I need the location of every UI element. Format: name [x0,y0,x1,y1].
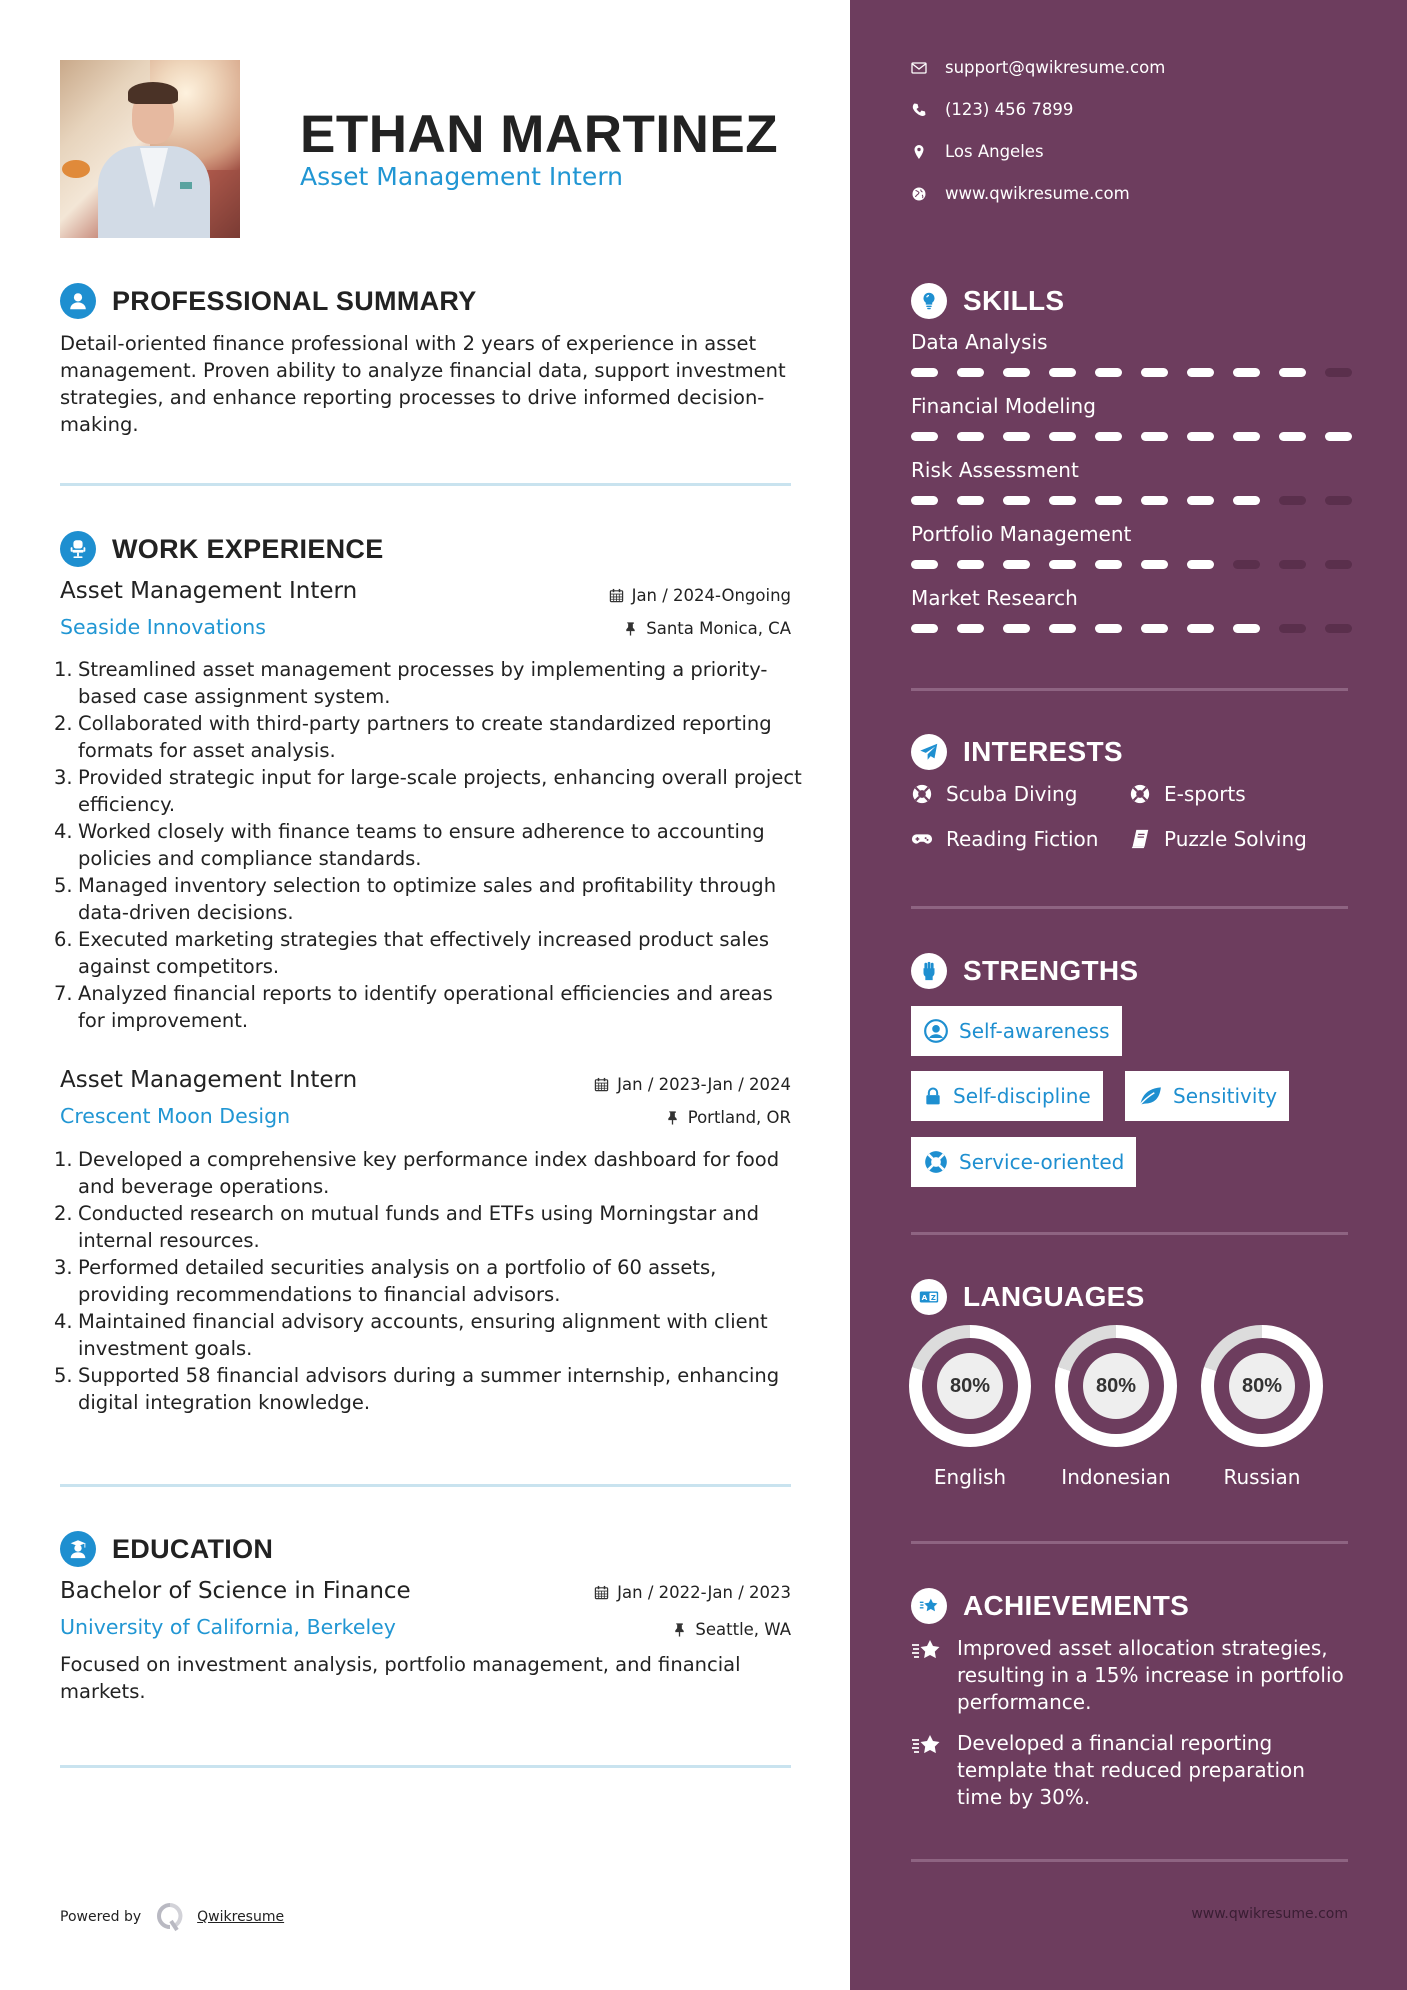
job-location-text: Santa Monica, CA [646,619,791,638]
star-badge-icon [911,1588,947,1624]
language-progress-ring [1201,1325,1323,1447]
pushpin-icon [623,621,638,636]
contact-website[interactable] [910,184,1130,203]
candidate-title: Asset Management Intern [300,162,623,191]
skill-level-segment [1049,560,1076,569]
skill-level-segment [1233,368,1260,377]
education-dates-text: Jan / 2022-Jan / 2023 [617,1583,791,1602]
powered-by-label: Powered by [60,1909,142,1925]
phone-text: (123) 456 7899 [945,100,1074,119]
skill-level-segment [1325,368,1352,377]
graduate-icon [60,1531,96,1567]
contact-email[interactable] [910,58,1165,77]
job-title: Asset Management Intern [60,578,358,604]
section-divider [60,1765,791,1768]
job-dates-text: Jan / 2023-Jan / 2024 [617,1075,791,1094]
candidate-name: ETHAN MARTINEZ [300,105,779,164]
skill-level-segment [1279,560,1306,569]
qwikresume-link[interactable]: Qwikresume [197,1909,285,1925]
skill-level-bar [911,368,1352,377]
phone-icon [910,101,928,119]
bullet-item: 1. Streamlined asset management processes by implementing a priority-based case assignment system. [54,658,768,708]
calendar-icon [609,588,624,603]
skill-label: Risk Assessment [911,458,1079,482]
shooting-star-icon [911,1637,943,1665]
skill-label: Market Research [911,586,1078,610]
website-text: www.qwikresume.com [945,184,1130,203]
skill-level-segment [1141,624,1168,633]
section-title: INTERESTS [963,736,1123,767]
lifebuoy-icon [910,783,934,805]
skill-level-segment [1049,368,1076,377]
calendar-icon [594,1077,609,1092]
section-header-skills [911,283,1064,319]
language-progress-ring [909,1325,1031,1447]
interest-item [910,782,1077,806]
interest-item [910,827,1098,851]
skill-level-segment [1325,432,1352,441]
skill-level-segment [1003,432,1030,441]
job-title: Asset Management Intern [60,1067,358,1093]
skill-level-segment [1233,432,1260,441]
skill-level-segment [911,368,938,377]
skill-level-segment [1141,496,1168,505]
section-divider [60,1484,791,1487]
job-dates-text: Jan / 2024-Ongoing [631,586,791,605]
strength-tag [911,1071,1103,1121]
section-divider [911,1541,1348,1544]
achievement-text: Developed a financial reporting template that reduced preparation time by 30%. [957,1731,1305,1809]
section-title: STRENGTHS [963,955,1139,986]
skill-level-segment [1095,368,1122,377]
language-progress-ring [1055,1325,1177,1447]
education-dates [594,1583,791,1602]
language-percent: 80% [1083,1353,1149,1419]
summary-text: Detail-oriented finance professional with 2 years of experience in asset management. Proven ability to analyze financial data, support investment strategies, and enhance reporting processes to drive informed decision-making. [60,332,786,436]
language-name: Russian [1223,1465,1301,1489]
bullet-item: 5. Managed inventory selection to optimize sales and profitability through data-driven decisions. [54,874,777,924]
skill-level-segment [911,496,938,505]
skill-label: Financial Modeling [911,394,1096,418]
section-divider [911,1859,1348,1862]
skill-level-segment [1095,496,1122,505]
skill-level-segment [1187,624,1214,633]
skill-level-segment [1187,432,1214,441]
bullet-item: 3. Provided strategic input for large-scale projects, enhancing overall project efficiency. [54,766,802,816]
interest-label: E-sports [1164,782,1246,806]
skill-level-segment [1003,496,1030,505]
strength-label: Self-discipline [953,1084,1091,1108]
office-chair-icon [60,531,96,567]
skill-level-segment [1279,368,1306,377]
lock-icon [923,1083,943,1109]
section-header-languages [911,1279,1145,1315]
bullet-item: 2. Conducted research on mutual funds and ETFs using Morningstar and internal resources. [54,1202,760,1252]
job-bullets [54,1146,804,1416]
section-title: SKILLS [963,285,1065,316]
paper-plane-icon [911,734,947,770]
powered-by [60,1902,284,1932]
achievement-text: Improved asset allocation strategies, resulting in a 15% increase in portfolio performance. [957,1636,1344,1714]
envelope-icon [910,59,928,77]
language-item [1055,1325,1177,1489]
skill-level-segment [1279,624,1306,633]
calendar-icon [594,1585,609,1600]
language-item [909,1325,1031,1489]
skill-level-segment [1279,432,1306,441]
section-header-summary [60,283,477,319]
section-title: ACHIEVEMENTS [963,1590,1190,1621]
skill-level-segment [957,560,984,569]
achievement-item [911,1730,1351,1811]
section-header-education [60,1531,273,1567]
bullet-item: 7. Analyzed financial reports to identify operational efficiencies and areas for improvement. [54,982,773,1032]
skill-level-segment [911,432,938,441]
gamepad-icon [910,828,934,850]
skill-level-segment [1187,368,1214,377]
globe-icon [910,185,928,203]
skill-level-segment [1003,560,1030,569]
book-icon [1128,828,1152,850]
section-header-experience [60,531,384,567]
leaf-icon [1137,1083,1163,1109]
skill-level-segment [957,368,984,377]
company-name: Crescent Moon Design [60,1104,291,1128]
language-item [1201,1325,1323,1489]
language-name: English [933,1465,1007,1489]
job-dates [609,586,791,605]
skill-level-segment [1003,624,1030,633]
job-location-text: Portland, OR [687,1108,791,1127]
skill-level-segment [1095,560,1122,569]
profile-photo [60,60,240,238]
sidebar [850,0,1407,1990]
job-dates [594,1075,791,1094]
skill-level-segment [1095,432,1122,441]
lightbulb-icon [911,283,947,319]
lifebuoy-icon [1128,783,1152,805]
interest-label: Scuba Diving [946,782,1078,806]
strength-label: Sensitivity [1173,1084,1278,1108]
bullet-item: 3. Performed detailed securities analysis on a portfolio of 60 assets, providing recommendations to financial advisors. [54,1256,717,1306]
section-title: LANGUAGES [963,1281,1145,1312]
skill-level-segment [1187,496,1214,505]
lifebuoy-icon [923,1149,949,1175]
education-description: Focused on investment analysis, portfolio management, and financial markets. [60,1653,741,1703]
interest-label: Puzzle Solving [1164,827,1307,851]
skill-level-segment [1141,368,1168,377]
achievement-item [911,1635,1351,1716]
strength-tag [911,1137,1136,1187]
language-percent: 80% [937,1353,1003,1419]
translate-icon [911,1279,947,1315]
skill-label: Portfolio Management [911,522,1132,546]
map-marker-icon [910,143,928,161]
section-header-strengths [911,953,1138,989]
bullet-item: 1. Developed a comprehensive key performance index dashboard for food and beverage operations. [54,1148,780,1198]
qwikresume-logo-icon [157,1902,183,1932]
section-header-interests [911,734,1123,770]
skill-level-segment [1141,432,1168,441]
skill-level-segment [957,624,984,633]
skill-level-segment [1049,432,1076,441]
pushpin-icon [672,1622,687,1637]
skill-level-bar [911,496,1352,505]
strength-tag [911,1006,1122,1056]
svg-text:A: A [921,1293,928,1303]
strength-label: Self-awareness [959,1019,1110,1043]
skill-level-segment [1233,560,1260,569]
skill-level-segment [957,432,984,441]
user-icon [60,283,96,319]
skill-level-segment [911,624,938,633]
skill-level-segment [1279,496,1306,505]
raised-fist-icon [911,953,947,989]
skill-label: Data Analysis [911,330,1048,354]
section-divider [60,483,791,486]
education-location-text: Seattle, WA [695,1620,791,1639]
skill-level-segment [1049,496,1076,505]
location-text: Los Angeles [945,142,1044,161]
job-location [623,619,791,638]
email-text: support@qwikresume.com [945,58,1166,77]
shooting-star-icon [911,1732,943,1760]
skill-level-segment [1233,624,1260,633]
strength-tag [1125,1071,1289,1121]
job-location [665,1108,791,1127]
section-title: EDUCATION [112,1533,274,1564]
contact-phone[interactable] [910,100,1073,119]
skill-level-segment [1095,624,1122,633]
interest-label: Reading Fiction [946,827,1099,851]
skill-level-segment [1141,560,1168,569]
bullet-item: 4. Maintained financial advisory accounts, ensuring alignment with client investment goals. [54,1310,768,1360]
section-divider [911,688,1348,691]
skill-level-segment [957,496,984,505]
section-header-achievements [911,1588,1189,1624]
footer-website[interactable]: www.qwikresume.com [1191,1906,1348,1922]
skill-level-bar [911,432,1352,441]
bullet-item: 6. Executed marketing strategies that effectively increased product sales against competitors. [54,928,770,978]
pushpin-icon [665,1110,680,1125]
bullet-item: 2. Collaborated with third-party partners to create standardized reporting formats for asset analysis. [54,712,772,762]
skill-level-bar [911,560,1352,569]
skill-level-segment [1187,560,1214,569]
company-name: Seaside Innovations [60,615,266,639]
skill-level-segment [911,560,938,569]
school-name: University of California, Berkeley [60,1615,396,1639]
skill-level-segment [1233,496,1260,505]
section-divider [911,906,1348,909]
skill-level-segment [1325,496,1352,505]
skill-level-bar [911,624,1352,633]
job-bullets [54,656,804,1034]
user-circle-icon [923,1018,949,1044]
svg-text:Z: Z [930,1294,936,1303]
section-title: WORK EXPERIENCE [112,533,384,564]
degree-title: Bachelor of Science in Finance [60,1578,411,1604]
contact-location [910,142,1044,161]
education-location [672,1620,791,1639]
bullet-item: 4. Worked closely with finance teams to ensure adherence to accounting policies and compliance standards. [54,820,765,870]
section-title: PROFESSIONAL SUMMARY [112,285,477,316]
strength-label: Service-oriented [959,1150,1125,1174]
section-divider [911,1232,1348,1235]
skill-level-segment [1325,560,1352,569]
language-percent: 80% [1229,1353,1295,1419]
interest-item [1128,827,1307,851]
interest-item [1128,782,1246,806]
skill-level-segment [1325,624,1352,633]
skill-level-segment [1003,368,1030,377]
language-name: Indonesian [1061,1465,1171,1489]
skill-level-segment [1049,624,1076,633]
bullet-item: 5. Supported 58 financial advisors during a summer internship, enhancing digital integration knowledge. [54,1364,780,1414]
